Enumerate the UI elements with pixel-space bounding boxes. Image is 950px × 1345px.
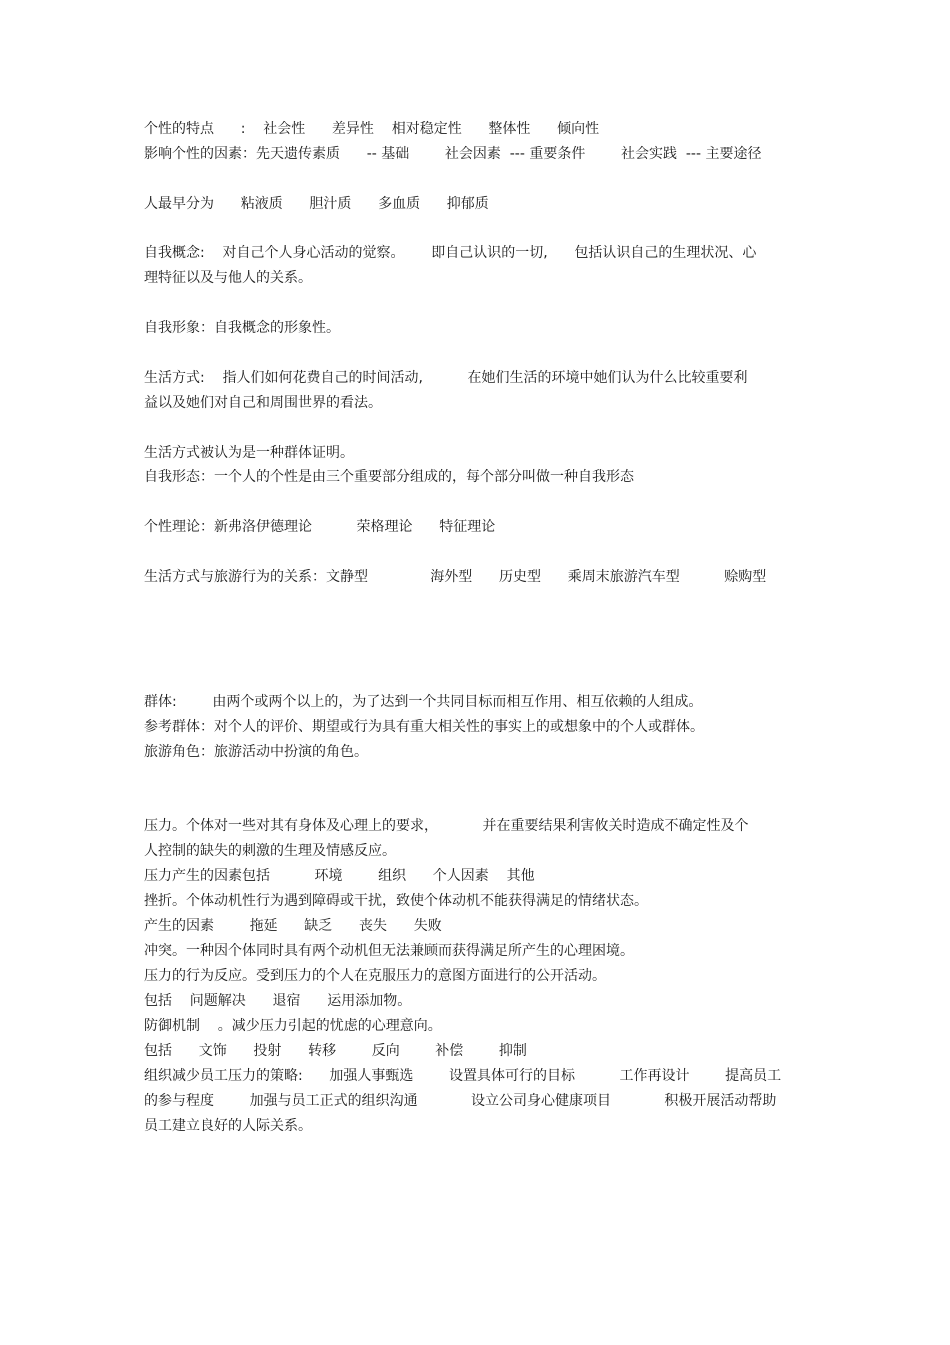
text-line: 生活方式: 指人们如何花费自己的时间活动, 在她们生活的环境中她们认为什么比较重要利 xyxy=(144,370,748,386)
text-line: 人最早分为 粘液质 胆汁质 多血质 抑郁质 xyxy=(144,196,489,212)
text-line: 自我概念: 对自己个人身心活动的觉察。 即自己认识的一切, 包括认识自己的生理状况、心 xyxy=(144,245,757,261)
text-line: 包括 问题解决 退宿 运用添加物。 xyxy=(144,993,412,1009)
text-line: 人控制的缺失的刺激的生理及情感反应。 xyxy=(144,843,396,859)
text-line: 压力的行为反应。受到压力的个人在克服压力的意图方面进行的公开活动。 xyxy=(144,968,606,984)
text-line: 个性理论：新弗洛伊德理论 荣格理论 特征理论 xyxy=(144,519,496,535)
text-line: 自我形态：一个人的个性是由三个重要部分组成的，每个部分叫做一种自我形态 xyxy=(144,469,634,485)
text-line: 自我形象：自我概念的形象性。 xyxy=(144,320,340,336)
text-line: 产生的因素 拖延 缺乏 丧失 失败 xyxy=(144,918,442,934)
text-line: 影响个性的因素：先天遗传素质 -- 基础 社会因素 --- 重要条件 社会实践 --- 主要途径 xyxy=(144,146,762,162)
text-line: 生活方式与旅游行为的关系：文静型 海外型 历史型 乘周末旅游汽车型 赊购型 xyxy=(144,569,767,585)
text-line: 压力。个体对一些对其有身体及心理上的要求， 并在重要结果利害攸关时造成不确定性及个 xyxy=(144,818,749,834)
text-line: 防御机制 。减少压力引起的忧虑的心理意向。 xyxy=(144,1018,442,1034)
text-line: 参考群体：对个人的评价、期望或行为具有重大相关性的事实上的或想象中的个人或群体。 xyxy=(144,719,704,735)
text-line: 挫折。个体动机性行为遇到障碍或干扰，致使个体动机不能获得满足的情绪状态。 xyxy=(144,893,648,909)
text-line: 群体: 由两个或两个以上的，为了达到一个共同目标而相互作用、相互依赖的人组成。 xyxy=(144,694,703,710)
text-line: 冲突。一种因个体同时具有两个动机但无法兼顾而获得满足所产生的心理困境。 xyxy=(144,943,634,959)
text-line: 旅游角色：旅游活动中扮演的角色。 xyxy=(144,744,368,760)
text-line: 生活方式被认为是一种群体证明。 xyxy=(144,445,354,461)
text-line: 员工建立良好的人际关系。 xyxy=(144,1118,312,1134)
text-line: 益以及她们对自己和周围世界的看法。 xyxy=(144,395,382,411)
text-line: 组织减少员工压力的策略: 加强人事甄选 设置具体可行的目标 工作再设计 提高员工 xyxy=(144,1068,782,1084)
text-line: 理特征以及与他人的关系。 xyxy=(144,270,312,286)
text-line: 压力产生的因素包括 环境 组织 个人因素 其他 xyxy=(144,868,535,884)
text-line: 个性的特点 : 社会性 差异性 相对稳定性 整体性 倾向性 xyxy=(144,121,600,137)
text-line: 的参与程度 加强与员工正式的组织沟通 设立公司身心健康项目 积极开展活动帮助 xyxy=(144,1093,777,1109)
text-line: 包括 文饰 投射 转移 反向 补偿 抑制 xyxy=(144,1043,527,1059)
